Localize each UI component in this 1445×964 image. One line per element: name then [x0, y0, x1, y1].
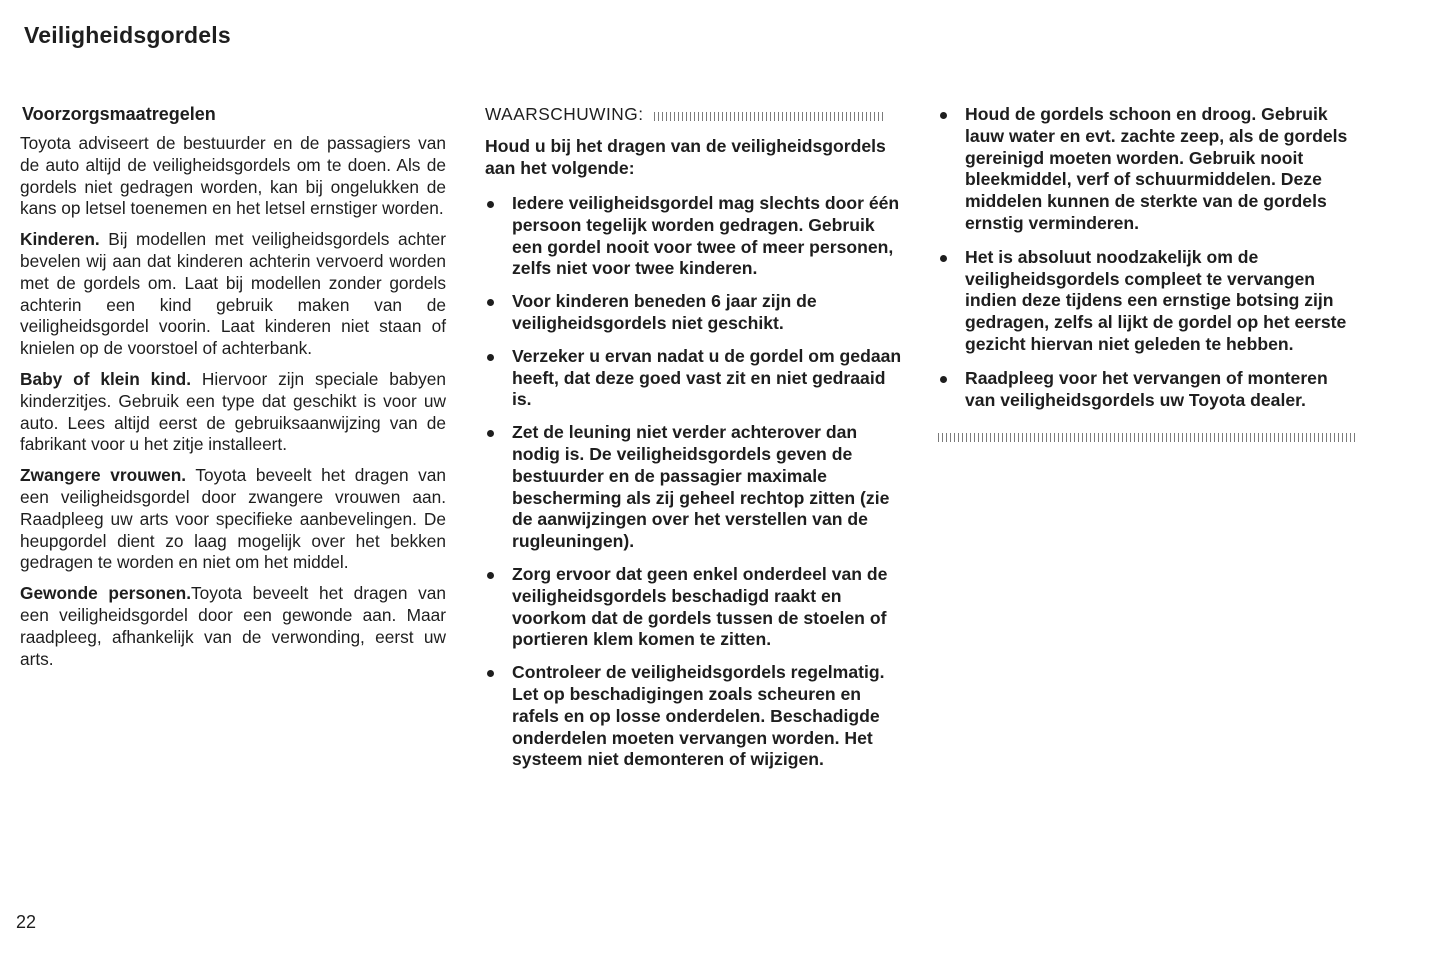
- warning-heading: [485, 104, 905, 125]
- list-item-text: Zet de leuning niet verder achterover dan nodig is. De veiligheidsgordels geven de bestuurder en de passagier maximale bescherming als zij geheel rechtop zitten (zie de aanwijzingen over het verstellen van de rugleuningen).: [512, 422, 890, 552]
- bullet-icon: [487, 299, 494, 306]
- page-title: Veiligheidsgordels: [24, 22, 231, 48]
- section-heading: Voorzorgsmaatregelen: [22, 104, 216, 124]
- paragraph-baby: [20, 369, 446, 456]
- list-item: [485, 662, 905, 771]
- bullet-icon: [940, 255, 947, 262]
- page-number: 22: [16, 912, 37, 932]
- list-item-text: Iedere veiligheidsgordel mag slechts door één persoon tegelijk worden gedragen. Gebruik een gordel nooit voor twee of meer personen, zelfs niet voor twee kinderen.: [512, 193, 900, 279]
- list-item-text: Zorg ervoor dat geen enkel onderdeel van de veiligheidsgordels beschadigd raakt en voorkom dat de gordels tussen de stoelen of portieren klem komen te zitten.: [512, 563, 888, 650]
- list-item-text: Raadpleeg voor het vervangen of monteren van veiligheidsgordels uw Toyota dealer.: [965, 367, 1328, 410]
- maintenance-list: [938, 104, 1358, 411]
- paragraph-children: [20, 229, 446, 360]
- precautions-column: [20, 104, 446, 679]
- paragraph-text: Toyota adviseert de bestuurder en de passagiers van de auto altijd de veiligheidsgordels om te doen. Als de gordels niet gedragen worden, kan bij ongelukken de kans op letsel toenemen en het letsel ernstiger worden.: [20, 133, 446, 219]
- paragraph-intro: [20, 133, 446, 220]
- paragraph-injured: [20, 583, 446, 670]
- warning-end-divider: [938, 433, 1356, 442]
- list-item-text: Verzeker u ervan nadat u de gordel om gedaan heeft, dat deze goed vast zit en niet gedraaid is.: [512, 345, 902, 410]
- warning-column: [485, 104, 905, 782]
- list-item: [485, 193, 905, 280]
- paragraph-text: Toyota beveelt het dragen van een veiligheidsgordel door een gewonde aan. Maar raadpleeg, afhankelijk van de verwonding, eerst uw arts.: [20, 583, 446, 669]
- list-item-text: Voor kinderen beneden 6 jaar zijn de veiligheidsgordels niet geschikt.: [512, 291, 817, 333]
- bullet-icon: [487, 201, 494, 208]
- list-item-text: Controleer de veiligheidsgordels regelmatig. Let op beschadigingen zoals scheuren en rafels en op losse onderdelen. Beschadigde onderdelen moeten vervangen worden. Het systeem niet demonteren of wijzigen.: [512, 662, 885, 770]
- list-item: [485, 291, 905, 335]
- bullet-icon: [940, 376, 947, 383]
- paragraph-text: Bij modellen met veiligheidsgordels achter bevelen wij aan dat kinderen achterin vervoerd worden met de gordels om. Laat bij modellen zonder gordels achterin een kind gebruik maken van de veiligheidsgordel voorin. Laat kinderen niet staan of knielen op de voorstoel of achterbank.: [20, 229, 446, 359]
- paragraph-lead: Baby of klein kind.: [20, 368, 192, 389]
- paragraph-lead: Gewonde personen.: [20, 583, 192, 604]
- list-item: [485, 346, 905, 411]
- list-item: [485, 564, 905, 651]
- list-item: [938, 368, 1358, 412]
- bullet-icon: [487, 572, 494, 579]
- list-item: [938, 247, 1358, 356]
- paragraph-text: Hiervoor zijn speciale babyen kinderzitjes. Gebruik een type dat geschikt is voor uw auto. Lees altijd eerst de gebruiksaanwijzing van de fabrikant voor u het zitje installeert.: [20, 368, 446, 455]
- bullet-icon: [487, 430, 494, 437]
- paragraph-text: Toyota beveelt het dragen van een veiligheidsgordel door zwangere vrouwen aan. Raadpleeg uw arts voor specifieke aanbevelingen. De heupgordel dient zo laag mogelijk over het bekken gedragen te worden en niet om het middel.: [20, 465, 446, 573]
- paragraph-pregnant: [20, 465, 446, 574]
- warning-label: WAARSCHUWING:: [485, 104, 644, 124]
- paragraph-lead: Kinderen.: [20, 229, 100, 250]
- list-item: [938, 104, 1358, 235]
- bullet-icon: [487, 354, 494, 361]
- warning-intro: Houd u bij het dragen van de veiligheidsgordels aan het volgende:: [485, 136, 886, 178]
- list-item-text: Houd de gordels schoon en droog. Gebruik lauw water en evt. zachte zeep, als de gordels gereinigd moeten worden. Gebruik nooit bleekmiddel, verf of schuurmiddelen. Deze middelen kunnen de sterkte van de gordels ernstig verminderen.: [965, 104, 1348, 233]
- maintenance-column: [938, 104, 1358, 447]
- bullet-icon: [940, 112, 947, 119]
- list-item-text: Het is absoluut noodzakelijk om de veiligheidsgordels compleet te vervangen indien deze tijdens een ernstige botsing zijn gedragen, zelfs al lijkt de gordel op het eerste gezicht hiervan niet geleden te hebben.: [965, 246, 1347, 354]
- bullet-icon: [487, 670, 494, 677]
- tick-divider: [654, 112, 886, 121]
- warning-list: [485, 193, 905, 771]
- paragraph-lead: Zwangere vrouwen.: [20, 465, 187, 486]
- list-item: [485, 422, 905, 553]
